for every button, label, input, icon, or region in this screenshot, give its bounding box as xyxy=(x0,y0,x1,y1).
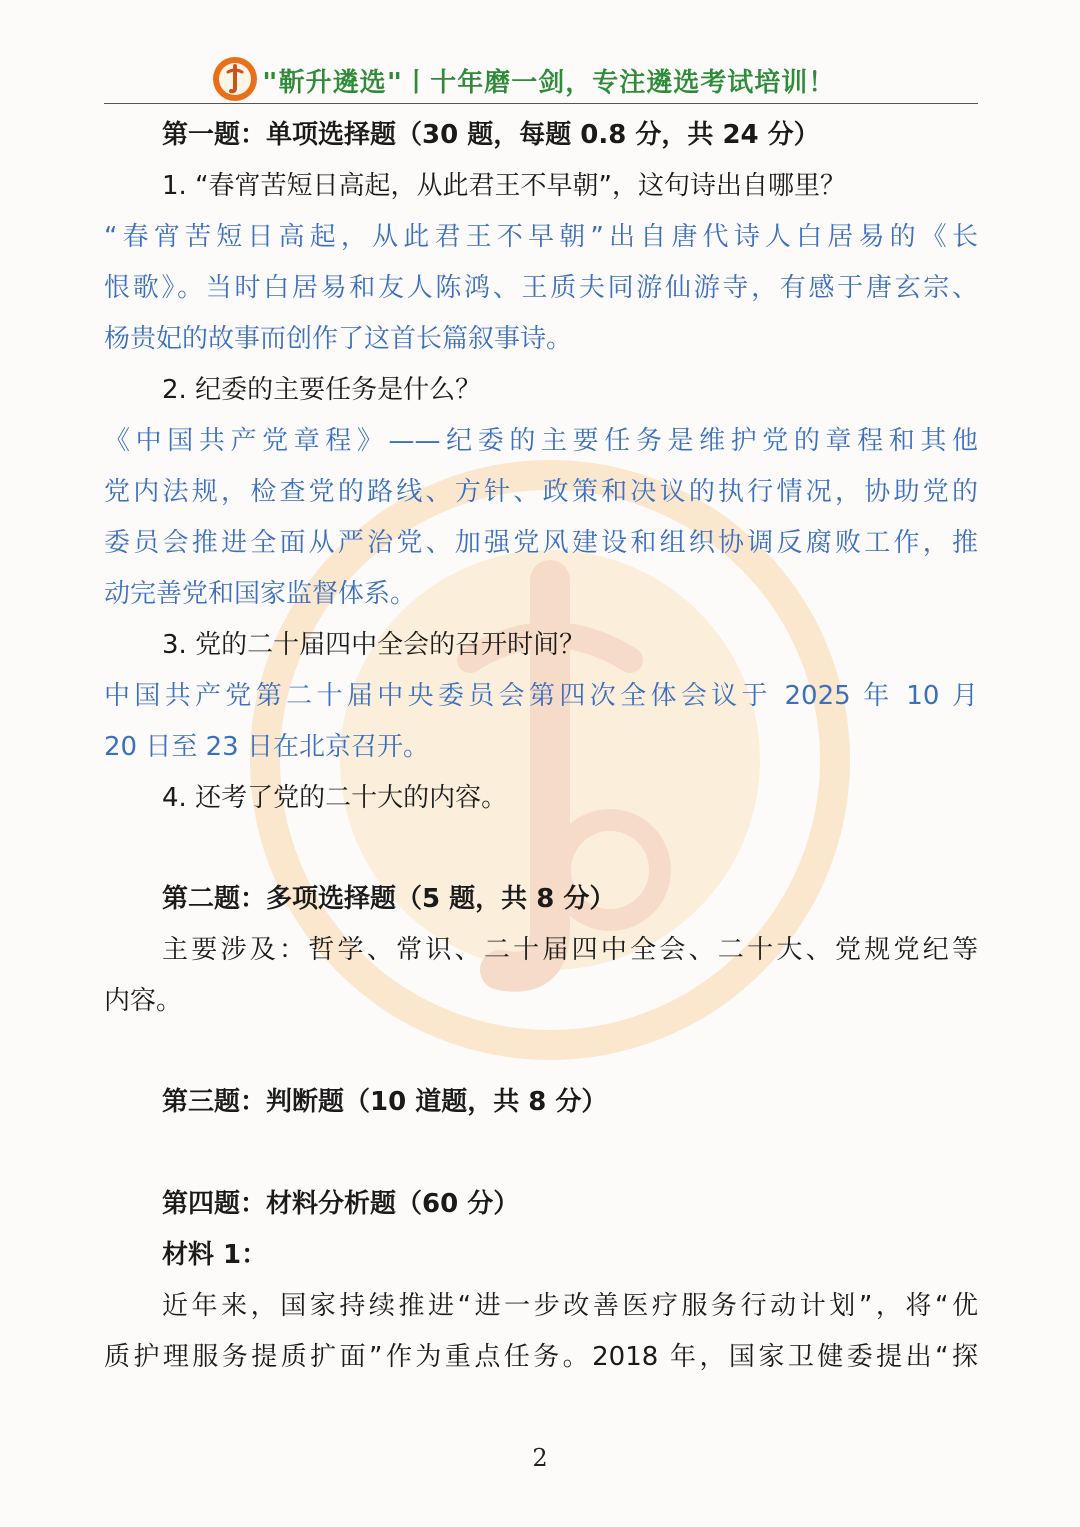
answer-1-line-2: 恨歌》。当时白居易和友人陈鸿、王质夫同游仙游寺，有感于唐玄宗、 xyxy=(104,273,978,303)
section-heading-1: 第一题：单项选择题（30 题，每题 0.8 分，共 24 分） xyxy=(162,120,820,150)
question-3: 3. 党的二十届四中全会的召开时间？ xyxy=(162,630,586,660)
answer-1-line-1: “春宵苦短日高起，从此君王不早朝”出自唐代诗人白居易的《长 xyxy=(104,222,978,252)
material-line-2: 质护理服务提质扩面”作为重点任务。2018 年，国家卫健委提出“探 xyxy=(104,1342,978,1372)
header-slogan: "靳升遴选"丨十年磨一剑，专注遴选考试培训！ xyxy=(262,68,836,98)
answer-2-line-1: 《中国共产党章程》——纪委的主要任务是维护党的章程和其他 xyxy=(104,426,978,456)
answer-3-line-1: 中国共产党第二十届中央委员会第四次全体会议于 2025 年 10 月 xyxy=(104,681,978,711)
section-2-desc-line-1: 主要涉及：哲学、常识、二十届四中全会、二十大、党规党纪等 xyxy=(162,935,978,965)
material-line-1: 近年来，国家持续推进“进一步改善医疗服务行动计划”，将“优 xyxy=(162,1291,978,1321)
brand-logo-icon xyxy=(212,56,258,102)
page-number: 2 xyxy=(532,1444,548,1472)
material-label: 材料 1： xyxy=(162,1240,268,1270)
question-4: 4. 还考了党的二十大的内容。 xyxy=(162,783,508,813)
answer-2-line-2: 党内法规，检查党的路线、方针、政策和决议的执行情况，协助党的 xyxy=(104,477,978,507)
section-heading-2: 第二题：多项选择题（5 题，共 8 分） xyxy=(162,884,616,914)
section-heading-4: 第四题：材料分析题（60 分） xyxy=(162,1189,520,1219)
answer-2-line-3: 委员会推进全面从严治党、加强党风建设和组织协调反腐败工作，推 xyxy=(104,528,978,558)
answer-1-line-3: 杨贵妃的故事而创作了这首长篇叙事诗。 xyxy=(104,324,573,354)
answer-3-line-2: 20 日至 23 日在北京召开。 xyxy=(104,732,429,762)
question-1: 1. “春宵苦短日高起，从此君王不早朝”，这句诗出自哪里？ xyxy=(162,171,847,201)
question-2: 2. 纪委的主要任务是什么？ xyxy=(162,375,482,405)
section-heading-3: 第三题：判断题（10 道题，共 8 分） xyxy=(162,1087,608,1117)
answer-2-line-4: 动完善党和国家监督体系。 xyxy=(104,579,417,609)
section-2-desc-line-2: 内容。 xyxy=(104,986,183,1016)
